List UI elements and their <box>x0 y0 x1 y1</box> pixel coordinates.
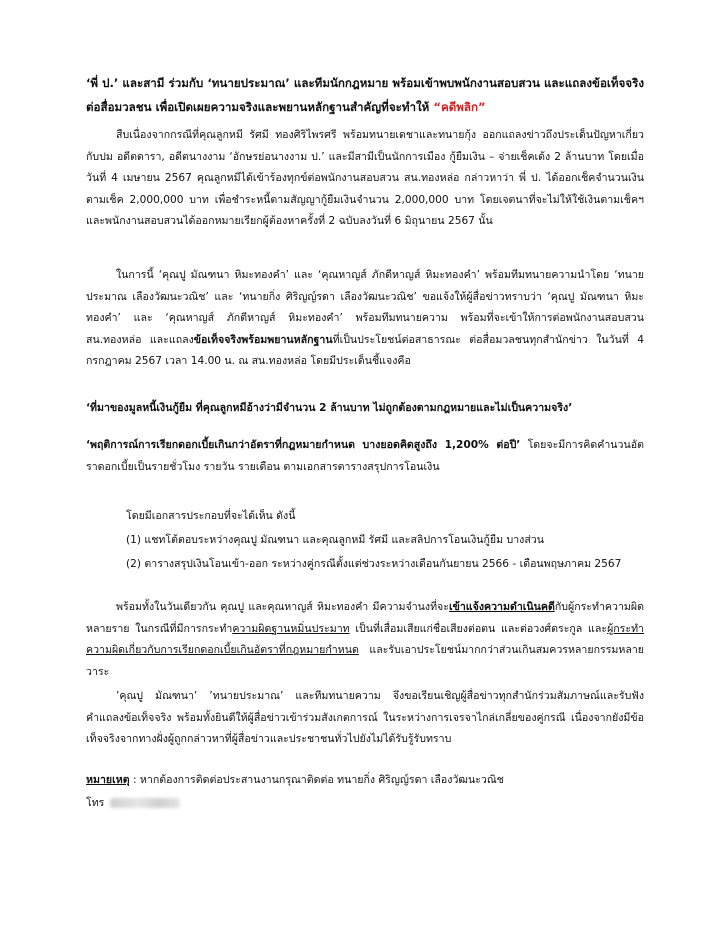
legal-text-b: กับผู้กระทำความผิดหลายราย ในกรณีที่มีการกระทำ <box>86 601 644 635</box>
paragraph-invitation: ’คุณปู มัณฑนา’ ’ทนายประมาณ’ และทีมทนายความ จึงขอเรียนเชิญผู้สื่อข่าวทุกสำนักร่วมสัมภาษณ์และรับฟังคำแถลงข้อเท็จจริง พร้อมทั้งยินดีให้ผู้สื่อข่าวเข้าร่วมสังเกตการณ์ ในระหว่างการเจรจาไกล่เกลี่ยของคู่กรณี เนื่องจากยังมีข้อเท็จจริงจากทางฝั่งผู้ถูกกล่าวหาที่ผู้สื่อข่าวและประชาชนทั่วไปยังไม่ได้รับรู้รับทราบ <box>86 690 644 745</box>
legal-text-a: พร้อมทั้งในวันเดียวกัน คุณปู และคุณหาญส์ หิมะทองคำ มีความจำนงที่จะ <box>116 601 449 613</box>
announcement-bold: ข้อเท็จจริงพร้อมพยานหลักฐาน <box>193 333 333 346</box>
phone-line <box>86 793 644 815</box>
legal-text-d: และรับเอาประโยชน์มากกว่าส่วนเกินสมควรหลายกรรมหลายวาระ <box>86 644 644 678</box>
announcement-text-2: ที่เป็นประโยชน์ต่อสาธารณะ ต่อสื่อมวลชนทุกสำนักข่าว ในวันที่ 4 กรกฎาคม 2567 เวลา 14.00 น. ณ สน.ทองหล่อ โดยมีประเด็นชี้แจงคือ <box>86 333 645 367</box>
document-title <box>86 72 644 119</box>
note-text: : หากต้องการติดต่อประสานงานกรุณาติดต่อ ทนายกิ่ง ศิริญญ์รดา เลืองวัฒนะวณิช <box>129 774 504 786</box>
point-two <box>86 435 644 478</box>
point-two-rest: โดยจะมีการคิดคำนวนอัตราดอกเบี้ยเป็นรายชั่วโมง รายวัน รายเดือน ตามเอกสารตารางสรุปการโอนเงิน <box>86 439 644 473</box>
announcement-text: ในการนี้ ‘คุณปู มัณฑนา หิมะทองคำ’ และ ‘คุณหาญส์ ภักดีหาญส์ หิมะทองคำ’ พร้อมทีมทนายความนำโดย ‘ทนายประมาณ เลืองวัฒนะวณิช’ และ ‘ทนายกิ่ง ศิริญญ์รดา เลืองวัฒนะวณิช’ ขอแจ้งให้ผู้สื่อข่าวทราบว่า ‘คุณปู มัณฑนา หิมะทองคำ’ และ ‘คุณหาญส์ ภักดีหาญส์ หิมะทองคำ’ พร้อมทีมทนายความ พร้อมที่จะเข้าให้การต่อพนักงานสอบสวน สน.ทองหล่อ และแถลง <box>86 269 644 346</box>
point-one: ‘ที่มาของมูลหนี้เงินกู้ยืม ที่คุณลูกหมีอ้างว่ามีจำนวน 2 ล้านบาท ไม่ถูกต้องตามกฎหมายและไม่เป็นความจริง’ <box>86 402 573 414</box>
redacted-phone-number <box>110 798 180 808</box>
note-line <box>86 770 644 792</box>
document-item-1: (1) แชทโต้ตอบระหว่างคุณปู มัณฑนา และคุณลูกหมี รัศมี และสลิปการโอนเงินกู้ยืม บางส่วน <box>126 534 544 546</box>
point-two-bold: ‘พฤติการณ์การเรียกดอกเบี้ยเกินกว่าอัตราที่กฎหมายกำหนด บางยอดคิดสูงถึง 1,200% ต่อปี’ <box>86 439 521 451</box>
legal-text-c: เป็นที่เสื่อมเสียแก่ชื่อเสียงต่อตน และต่อวงศ์ตระกูล และ <box>349 622 608 635</box>
paragraph-legal-action <box>86 597 644 683</box>
legal-underline-2: ความผิดฐานหมิ่นประมาท <box>232 622 350 635</box>
documents-intro: โดยมีเอกสารประกอบที่จะได้เห็น ดังนี้ <box>126 510 296 522</box>
note-label: หมายเหตุ <box>86 774 130 786</box>
phone-label: โทร <box>86 797 105 809</box>
legal-underline-3: ผู้กระทำความผิดเกี่ยวกับการเรียกดอกเบี้ยเกินอัตราที่กฎหมายกำหนด <box>86 622 644 656</box>
paragraph-announcement <box>86 265 644 373</box>
legal-underline-1: เข้าแจ้งความดำเนินคดี <box>448 601 555 613</box>
title-text: ‘พี่ ป.’ และสามี ร่วมกับ ‘ทนายประมาณ’ และทีมนักกฎหมาย พร้อมเข้าพบพนักงานสอบสวน และแถลงข้อเท็จจริงต่อสื่อมวลชน เพื่อเปิดเผยความจริงและพยานหลักฐานสำคัญที่จะทำให้ <box>86 76 644 114</box>
document-item-2: (2) ตารางสรุปเงินโอนเข้า-ออก ระหว่างคู่กรณีตั้งแต่ช่วงระหว่างเดือนกันยายน 2566 - เดือนพฤษภาคม 2567 <box>126 558 622 570</box>
paragraph-background: สืบเนื่องจากกรณีที่คุณลูกหมี รัศมี ทองศิริไพรศรี พร้อมทนายเดชาและทนายกุ้ง ออกแถลงข่าวถึงประเด็นปัญหาเกี่ยวกับปม อดีตดารา, อดีตนางงาม ‘อักษรย่อนางงาม ป.’ และมีสามีเป็นนักการเมือง กู้ยืมเงิน – จ่ายเช็คเด้ง 2 ล้านบาท โดยเมื่อวันที่ 4 เมษายน 2567 คุณลูกหมีได้เข้าร้องทุกข์ต่อพนักงานสอบสวน สน.ทองหล่อ กล่าวหาว่า พี่ ป. ได้ออกเช็คจำนวนเงินตามเช็ค 2,000,000 บาท เพื่อชำระหนี้ตามสัญญากู้ยืมเงินจำนวน 2,000,000 บาท โดยเจตนาที่จะไม่ให้ใช้เงินตามเช็คฯ และพนักงานสอบสวนได้ออกหมายเรียกผู้ต้องหาครั้งที่ 2 ฉบับลงวันที่ 6 มิถุนายน 2567 นั้น <box>86 129 644 227</box>
title-highlight: “คดีพลิก” <box>433 99 486 114</box>
